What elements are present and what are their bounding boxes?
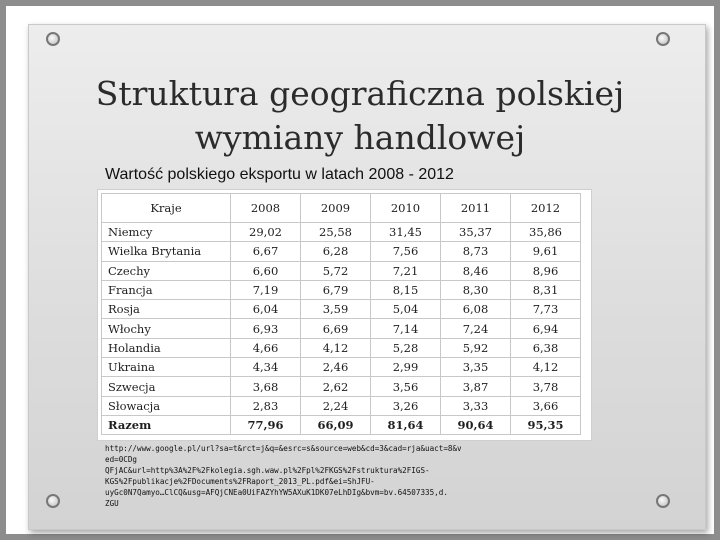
value-cell: 8,46: [441, 261, 511, 280]
value-cell: 6,79: [301, 280, 371, 299]
source-url-line: QFjAC&url=http%3A%2F%2Fkolegia.sgh.waw.pl%2Fpl%2FKGS%2Fstruktura%2FIGS-: [105, 466, 430, 475]
table-row: [102, 300, 581, 319]
header-cell: 2010: [371, 194, 441, 223]
source-url-line: uyGc0N7Qamyo…ClCQ&usg=AFQjCNEa0UiFAZYhYW5AXuK1DK07eLhDIg&bvm=bv.64507335,d.: [105, 488, 448, 497]
source-url-line: ZGU: [105, 499, 119, 508]
value-cell: 8,30: [441, 280, 511, 299]
source-url-line: http://www.google.pl/url?sa=t&rct=j&q=&esrc=s&source=web&cd=3&cad=rja&uact=8&ved=0CDg: [105, 444, 462, 464]
value-cell: 7,56: [371, 242, 441, 261]
slide-title-line2: wymiany handlowej: [194, 118, 526, 157]
value-cell: 6,69: [301, 319, 371, 338]
binder-ring-icon: [46, 32, 60, 46]
header-cell: 2012: [511, 194, 581, 223]
table-row: [102, 242, 581, 261]
value-cell: 3,78: [511, 377, 581, 396]
value-cell: 77,96: [231, 415, 301, 434]
value-cell: 6,38: [511, 338, 581, 357]
value-cell: 5,04: [371, 300, 441, 319]
value-cell: 4,12: [511, 358, 581, 377]
slide-title-line1: Struktura geograficzna polskiej: [95, 74, 625, 113]
value-cell: 3,59: [301, 300, 371, 319]
value-cell: 5,28: [371, 338, 441, 357]
binder-ring-icon: [46, 494, 60, 508]
binder-ring-icon: [656, 32, 670, 46]
table-header-row: [102, 194, 581, 223]
table-row: [102, 415, 581, 434]
country-cell: Razem: [102, 415, 231, 434]
value-cell: 66,09: [301, 415, 371, 434]
value-cell: 4,12: [301, 338, 371, 357]
value-cell: 2,24: [301, 396, 371, 415]
country-cell: Ukraina: [102, 358, 231, 377]
country-cell: Szwecja: [102, 377, 231, 396]
table-row: [102, 319, 581, 338]
value-cell: 7,14: [371, 319, 441, 338]
country-cell: Holandia: [102, 338, 231, 357]
header-cell: Kraje: [102, 194, 231, 223]
value-cell: 6,93: [231, 319, 301, 338]
header-cell: 2009: [301, 194, 371, 223]
value-cell: 6,94: [511, 319, 581, 338]
value-cell: 2,99: [371, 358, 441, 377]
header-cell: 2011: [441, 194, 511, 223]
table-row: [102, 358, 581, 377]
table-body: [102, 223, 581, 435]
country-cell: Słowacja: [102, 396, 231, 415]
value-cell: 3,68: [231, 377, 301, 396]
country-cell: Francja: [102, 280, 231, 299]
value-cell: 7,24: [441, 319, 511, 338]
export-table: [101, 193, 581, 435]
value-cell: 3,33: [441, 396, 511, 415]
table-row: [102, 377, 581, 396]
slide-subtitle: Wartość polskiego eksportu w latach 2008 - 2012: [105, 166, 454, 183]
country-cell: Wielka Brytania: [102, 242, 231, 261]
value-cell: 3,56: [371, 377, 441, 396]
value-cell: 5,72: [301, 261, 371, 280]
value-cell: 7,21: [371, 261, 441, 280]
value-cell: 4,34: [231, 358, 301, 377]
value-cell: 8,96: [511, 261, 581, 280]
table-row: [102, 338, 581, 357]
value-cell: 81,64: [371, 415, 441, 434]
value-cell: 2,46: [301, 358, 371, 377]
table-row: [102, 396, 581, 415]
slide-title: [0, 72, 720, 160]
value-cell: 95,35: [511, 415, 581, 434]
value-cell: 35,86: [511, 223, 581, 242]
country-cell: Czechy: [102, 261, 231, 280]
table-row: [102, 223, 581, 242]
value-cell: 2,62: [301, 377, 371, 396]
value-cell: 7,19: [231, 280, 301, 299]
source-url-line: KGS%2Fpublikacje%2FDocuments%2FRaport_2013_PL.pdf&ei=ShJFU-: [105, 477, 375, 486]
value-cell: 5,92: [441, 338, 511, 357]
value-cell: 6,28: [301, 242, 371, 261]
value-cell: 7,73: [511, 300, 581, 319]
value-cell: 6,04: [231, 300, 301, 319]
value-cell: 3,87: [441, 377, 511, 396]
value-cell: 35,37: [441, 223, 511, 242]
value-cell: 3,26: [371, 396, 441, 415]
header-cell: 2008: [231, 194, 301, 223]
value-cell: 90,64: [441, 415, 511, 434]
value-cell: 8,15: [371, 280, 441, 299]
table-row: [102, 261, 581, 280]
value-cell: 8,31: [511, 280, 581, 299]
source-url: [105, 443, 465, 509]
value-cell: 31,45: [371, 223, 441, 242]
binder-ring-icon: [656, 494, 670, 508]
value-cell: 9,61: [511, 242, 581, 261]
value-cell: 29,02: [231, 223, 301, 242]
export-table-image: [97, 189, 592, 441]
value-cell: 25,58: [301, 223, 371, 242]
value-cell: 8,73: [441, 242, 511, 261]
value-cell: 4,66: [231, 338, 301, 357]
value-cell: 6,08: [441, 300, 511, 319]
value-cell: 3,35: [441, 358, 511, 377]
value-cell: 6,67: [231, 242, 301, 261]
country-cell: Rosja: [102, 300, 231, 319]
value-cell: 6,60: [231, 261, 301, 280]
value-cell: 2,83: [231, 396, 301, 415]
country-cell: Niemcy: [102, 223, 231, 242]
table-row: [102, 280, 581, 299]
country-cell: Włochy: [102, 319, 231, 338]
value-cell: 3,66: [511, 396, 581, 415]
